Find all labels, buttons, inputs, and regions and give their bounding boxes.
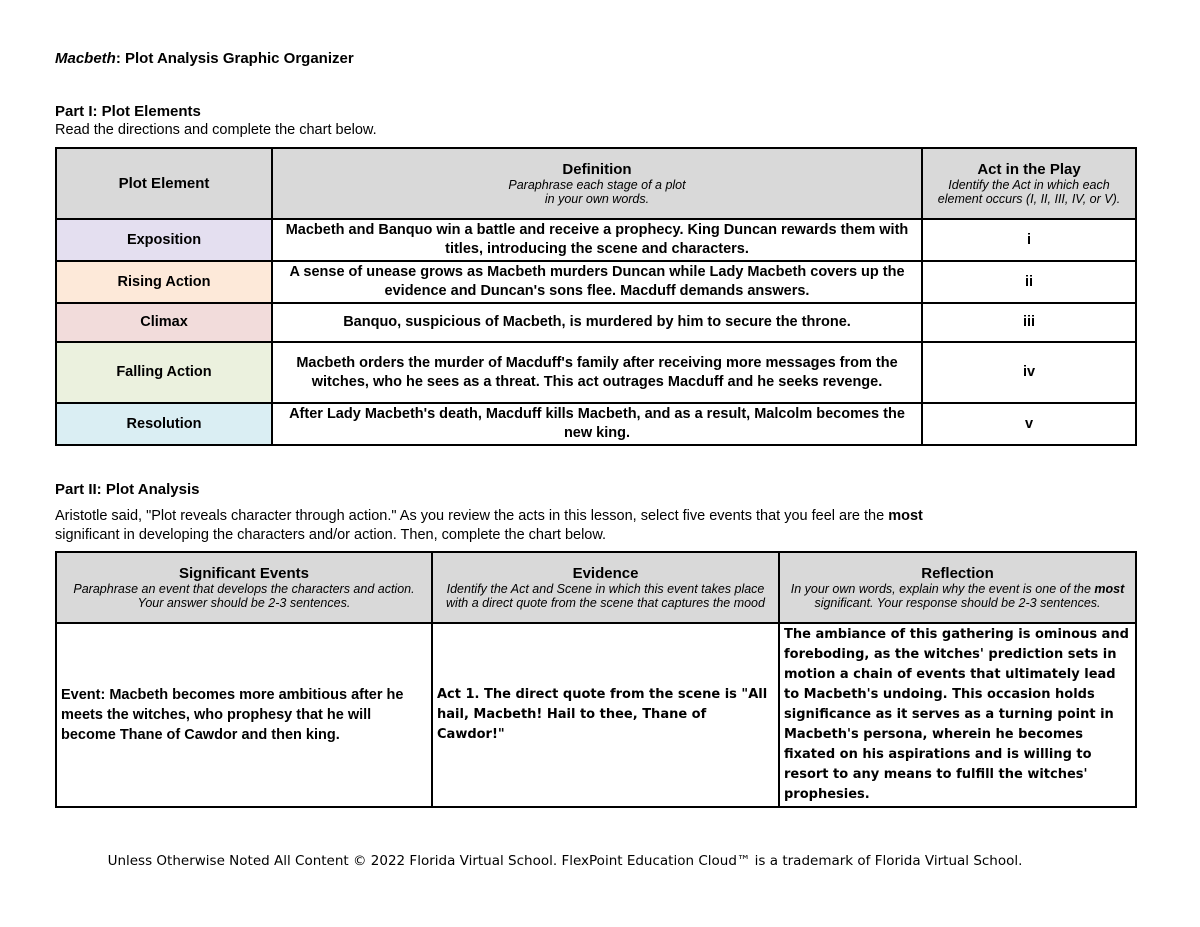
part2-intro-b: significant in developing the characters and/or action. Then, complete the chart below. bbox=[55, 527, 607, 543]
act-cell: v bbox=[922, 403, 1136, 445]
part2-intro-a: Aristotle said, "Plot reveals character through action." As you review the acts in this lesson, select five events that you feel are the bbox=[55, 508, 889, 524]
definition-cell: After Lady Macbeth's death, Macduff kills Macbeth, and as a result, Malcolm becomes the new king. bbox=[272, 403, 922, 445]
header-definition-sub2: in your own words. bbox=[544, 191, 650, 206]
header-reflection-sub-b: significant. Your response should be 2-3 sentences. bbox=[814, 595, 1101, 610]
definition-cell: Macbeth orders the murder of Macduff's family after receiving more messages from the witches, who he sees as a threat. This act outrages Macduff and he seeks revenge. bbox=[272, 342, 922, 403]
element-cell: Exposition bbox=[56, 219, 272, 261]
header-act-sub: Identify the Act in which each element occurs (I, II, III, IV, or V). bbox=[937, 177, 1121, 206]
footer: Unless Otherwise Noted All Content © 2022 Florida Virtual School. FlexPoint Education Cloud™ is a trademark of Florida Virtual School. bbox=[107, 853, 1023, 869]
act-cell: iv bbox=[922, 342, 1136, 403]
header-definition bbox=[272, 148, 922, 219]
header-definition-title: Definition bbox=[562, 160, 632, 178]
part2-heading: Part II: Plot Analysis bbox=[55, 481, 200, 498]
title-rest: : Plot Analysis Graphic Organizer bbox=[115, 50, 354, 67]
title-italic: Macbeth bbox=[55, 50, 116, 67]
table-row bbox=[56, 303, 1136, 342]
table-row bbox=[56, 219, 1136, 261]
header-evidence-title: Evidence bbox=[572, 564, 639, 582]
element-cell: Rising Action bbox=[56, 261, 272, 303]
plot-analysis-table bbox=[55, 551, 1137, 808]
header-evidence bbox=[432, 552, 779, 623]
element-cell: Climax bbox=[56, 303, 272, 342]
table-row bbox=[56, 342, 1136, 403]
header-definition-sub1: Paraphrase each stage of a plot bbox=[508, 177, 686, 192]
definition-cell: Banquo, suspicious of Macbeth, is murdered by him to secure the throne. bbox=[272, 303, 922, 342]
part2-intro-bold: most bbox=[888, 508, 923, 524]
table-row bbox=[56, 623, 1136, 807]
table-row bbox=[56, 403, 1136, 445]
part2-intro bbox=[55, 507, 1135, 545]
header-act-title: Act in the Play bbox=[977, 160, 1081, 178]
element-cell: Resolution bbox=[56, 403, 272, 445]
header-reflection-sub bbox=[784, 582, 1131, 610]
act-cell: ii bbox=[922, 261, 1136, 303]
header-significant-events bbox=[56, 552, 432, 623]
plot-elements-table bbox=[55, 147, 1137, 446]
header-reflection-title: Reflection bbox=[921, 564, 994, 582]
table-header-row bbox=[56, 552, 1136, 623]
event-cell: Event: Macbeth becomes more ambitious after he meets the witches, who prophesy that he will become Thane of Cawdor and then king. bbox=[56, 623, 432, 807]
page-title bbox=[55, 50, 354, 67]
header-reflection bbox=[779, 552, 1136, 623]
header-act bbox=[922, 148, 1136, 219]
part1-directions: Read the directions and complete the chart below. bbox=[55, 122, 377, 138]
act-cell: iii bbox=[922, 303, 1136, 342]
reflection-cell: The ambiance of this gathering is ominous and foreboding, as the witches' prediction sets in motion a chain of events that ultimately lead to Macbeth's undoing. This occasion holds significance as it serves as a turning point in Macbeth's persona, wherein he becomes fixated on his aspirations and is willing to resort to any means to fulfill the witches' prophesies. bbox=[779, 623, 1136, 807]
definition-cell: A sense of unease grows as Macbeth murders Duncan while Lady Macbeth covers up the evidence and Duncan's sons flee. Macduff demands answers. bbox=[272, 261, 922, 303]
table-row bbox=[56, 261, 1136, 303]
header-events-title: Significant Events bbox=[178, 564, 310, 582]
element-cell: Falling Action bbox=[56, 342, 272, 403]
act-cell: i bbox=[922, 219, 1136, 261]
definition-cell: Macbeth and Banquo win a battle and receive a prophecy. King Duncan rewards them with titles, introducing the scene and characters. bbox=[272, 219, 922, 261]
part1-heading: Part I: Plot Elements bbox=[55, 103, 201, 120]
header-plot-element: Plot Element bbox=[56, 148, 272, 219]
evidence-cell: Act 1. The direct quote from the scene is "All hail, Macbeth! Hail to thee, Thane of Cawdor!" bbox=[432, 623, 779, 807]
header-reflection-sub-a: In your own words, explain why the event is one of the bbox=[790, 581, 1095, 596]
header-evidence-sub: Identify the Act and Scene in which this event takes place with a direct quote from the scene that captures the mood bbox=[446, 581, 765, 610]
table-header-row bbox=[56, 148, 1136, 219]
header-events-sub: Paraphrase an event that develops the characters and action. Your answer should be 2-3 sentences. bbox=[73, 581, 415, 610]
header-reflection-sub-bold: most bbox=[1094, 581, 1125, 596]
